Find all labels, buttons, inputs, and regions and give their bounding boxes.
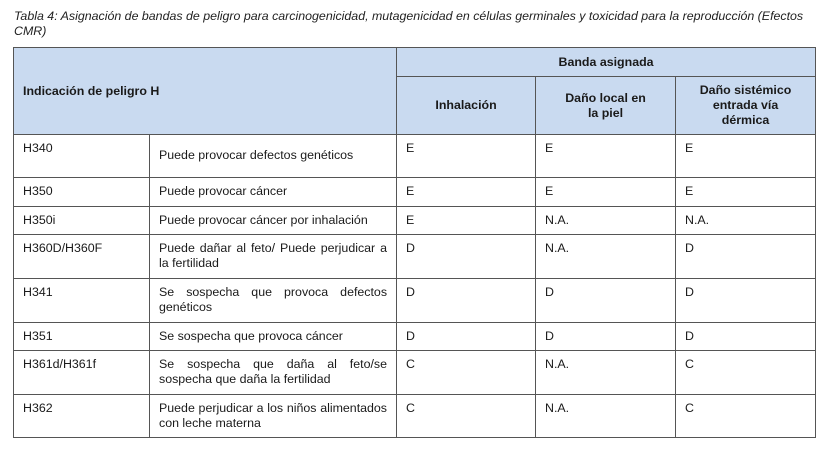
hazard-code: H341 [14,279,150,323]
band-dano-sistemico: C [676,351,816,395]
band-dano-sistemico: D [676,279,816,323]
hazard-code: H350i [14,207,150,235]
band-inhalacion: C [397,351,536,395]
band-dano-sistemico: E [676,178,816,207]
band-dano-sistemico: D [676,235,816,279]
hazard-code: H360D/H360F [14,235,150,279]
table-caption: Tabla 4: Asignación de bandas de peligro para carcinogenicidad, mutagenicidad en células germinales y toxicidad para la reproducción (Efectos CMR) [14,9,804,38]
band-inhalacion: E [397,207,536,235]
hazard-code: H361d/H361f [14,351,150,395]
band-inhalacion: C [397,395,536,438]
hazard-description: Puede provocar cáncer por inhalación [150,207,397,235]
band-dano-local: E [536,135,676,178]
hazard-description: Puede provocar defectos genéticos [150,135,397,178]
band-dano-sistemico: N.A. [676,207,816,235]
header-dano-sistemico: Daño sistémico entrada vía dérmica [676,77,816,135]
band-dano-sistemico: C [676,395,816,438]
band-dano-sistemico: E [676,135,816,178]
cmr-hazard-band-table [13,47,816,438]
header-indicacion: Indicación de peligro H [14,48,397,135]
table-row [14,178,816,207]
band-dano-local: N.A. [536,395,676,438]
header-inhalacion: Inhalación [397,77,536,135]
band-dano-local: N.A. [536,351,676,395]
hazard-description: Puede dañar al feto/ Puede perjudicar a la fertilidad [150,235,397,279]
band-inhalacion: E [397,178,536,207]
table-row [14,395,816,438]
band-dano-local: N.A. [536,207,676,235]
band-dano-local: E [536,178,676,207]
hazard-code: H350 [14,178,150,207]
table-row [14,207,816,235]
band-dano-sistemico: D [676,323,816,351]
header-dano-local: Daño local en la piel [536,77,676,135]
hazard-description: Se sospecha que daña al feto/se sospecha que daña la fertilidad [150,351,397,395]
band-dano-local: D [536,323,676,351]
band-inhalacion: E [397,135,536,178]
hazard-description: Se sospecha que provoca cáncer [150,323,397,351]
band-inhalacion: D [397,323,536,351]
hazard-code: H351 [14,323,150,351]
table-row [14,235,816,279]
band-dano-local: N.A. [536,235,676,279]
table-row [14,351,816,395]
table-row [14,279,816,323]
hazard-code: H362 [14,395,150,438]
table-row [14,135,816,178]
hazard-description: Puede provocar cáncer [150,178,397,207]
band-inhalacion: D [397,235,536,279]
hazard-description: Se sospecha que provoca defectos genéticos [150,279,397,323]
hazard-description: Puede perjudicar a los niños alimentados con leche materna [150,395,397,438]
hazard-code: H340 [14,135,150,178]
band-inhalacion: D [397,279,536,323]
band-dano-local: D [536,279,676,323]
table-row [14,323,816,351]
header-banda-asignada: Banda asignada [397,48,816,77]
